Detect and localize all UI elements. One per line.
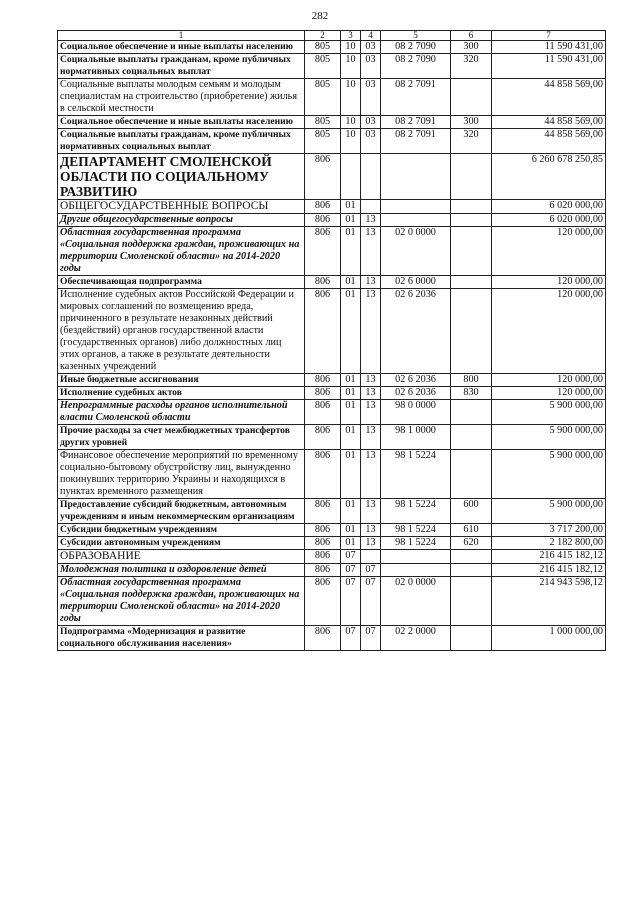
row-target-code: 02 6 2036 — [381, 387, 451, 400]
row-subsection-code: 13 — [361, 400, 381, 425]
row-ministry-code: 806 — [305, 537, 341, 550]
row-ministry-code: 806 — [305, 387, 341, 400]
row-amount: 44 858 569,00 — [492, 129, 606, 154]
row-expense-type: 610 — [451, 524, 492, 537]
table-row — [58, 129, 606, 154]
table-row — [58, 499, 606, 524]
row-expense-type — [451, 626, 492, 651]
row-expense-type — [451, 79, 492, 116]
row-subsection-code — [361, 550, 381, 564]
row-name: Исполнение судебных актов Российской Федерации и мировых соглашений по возмещению вреда, причиненного в результате незаконных действий (бездействий) органов государственной власти (государственных органов) либо должностных лиц этих органов, а также в результате деятельности казенных учреждений — [58, 289, 305, 374]
row-ministry-code: 805 — [305, 79, 341, 116]
table-row — [58, 577, 606, 626]
row-subsection-code: 13 — [361, 374, 381, 387]
row-ministry-code: 806 — [305, 200, 341, 214]
row-section-code: 01 — [341, 227, 361, 276]
row-section-code: 01 — [341, 214, 361, 227]
row-target-code: 02 6 2036 — [381, 289, 451, 374]
row-expense-type: 620 — [451, 537, 492, 550]
row-section-code: 01 — [341, 450, 361, 499]
budget-table — [57, 30, 606, 651]
row-ministry-code: 806 — [305, 276, 341, 289]
row-expense-type — [451, 425, 492, 450]
table-row — [58, 227, 606, 276]
row-section-code: 01 — [341, 537, 361, 550]
row-section-code: 10 — [341, 41, 361, 54]
table-row — [58, 154, 606, 200]
table-row — [58, 289, 606, 374]
row-name: Областная государственная программа «Социальная поддержка граждан, проживающих на территории Смоленской области» на 2014-2020 годы — [58, 227, 305, 276]
table-row — [58, 387, 606, 400]
row-subsection-code: 13 — [361, 499, 381, 524]
row-expense-type — [451, 227, 492, 276]
header-col-1: 1 — [58, 31, 305, 41]
row-expense-type — [451, 577, 492, 626]
row-amount: 11 590 431,00 — [492, 41, 606, 54]
row-amount: 5 900 000,00 — [492, 400, 606, 425]
row-expense-type — [451, 564, 492, 577]
row-ministry-code: 806 — [305, 154, 341, 200]
row-ministry-code: 806 — [305, 550, 341, 564]
header-col-6: 6 — [451, 31, 492, 41]
row-ministry-code: 806 — [305, 425, 341, 450]
row-amount: 120 000,00 — [492, 387, 606, 400]
row-section-code: 10 — [341, 54, 361, 79]
row-section-code: 01 — [341, 425, 361, 450]
row-name: ДЕПАРТАМЕНТ СМОЛЕНСКОЙ ОБЛАСТИ ПО СОЦИАЛЬНОМУ РАЗВИТИЮ — [58, 154, 305, 200]
row-ministry-code: 805 — [305, 41, 341, 54]
row-section-code: 01 — [341, 276, 361, 289]
row-expense-type: 600 — [451, 499, 492, 524]
row-name: Субсидии бюджетным учреждениям — [58, 524, 305, 537]
row-name: ОБРАЗОВАНИЕ — [58, 550, 305, 564]
row-section-code: 01 — [341, 524, 361, 537]
row-name: Подпрограмма «Модернизация и развитие социального обслуживания населения» — [58, 626, 305, 651]
table-row — [58, 537, 606, 550]
row-expense-type — [451, 450, 492, 499]
row-subsection-code: 03 — [361, 116, 381, 129]
row-expense-type — [451, 550, 492, 564]
table-row — [58, 41, 606, 54]
table-row — [58, 450, 606, 499]
row-name: Молодежная политика и оздоровление детей — [58, 564, 305, 577]
row-amount: 5 900 000,00 — [492, 499, 606, 524]
row-name: Субсидии автономным учреждениям — [58, 537, 305, 550]
table-row — [58, 200, 606, 214]
row-target-code — [381, 154, 451, 200]
table-row — [58, 400, 606, 425]
row-ministry-code: 805 — [305, 116, 341, 129]
row-section-code: 01 — [341, 400, 361, 425]
row-target-code: 98 1 5224 — [381, 537, 451, 550]
row-name: Социальные выплаты гражданам, кроме публичных нормативных социальных выплат — [58, 54, 305, 79]
row-expense-type: 800 — [451, 374, 492, 387]
table-header-row — [58, 31, 606, 41]
table-row — [58, 54, 606, 79]
row-subsection-code: 13 — [361, 450, 381, 499]
row-amount: 5 900 000,00 — [492, 450, 606, 499]
table-row — [58, 79, 606, 116]
row-name: ОБЩЕГОСУДАРСТВЕННЫЕ ВОПРОСЫ — [58, 200, 305, 214]
row-ministry-code: 806 — [305, 524, 341, 537]
row-target-code: 02 6 0000 — [381, 276, 451, 289]
row-amount: 216 415 182,12 — [492, 564, 606, 577]
row-subsection-code: 07 — [361, 564, 381, 577]
row-subsection-code: 13 — [361, 537, 381, 550]
row-name: Социальные выплаты гражданам, кроме публичных нормативных социальных выплат — [58, 129, 305, 154]
row-name: Финансовое обеспечение мероприятий по временному социально-бытовому обустройству лиц, вынужденно покинувших территорию Украины и находящихся в пунктах временного размещения — [58, 450, 305, 499]
row-subsection-code: 13 — [361, 227, 381, 276]
row-section-code: 01 — [341, 374, 361, 387]
row-subsection-code: 13 — [361, 387, 381, 400]
row-name: Исполнение судебных актов — [58, 387, 305, 400]
row-subsection-code — [361, 200, 381, 214]
row-ministry-code: 806 — [305, 214, 341, 227]
row-amount: 6 260 678 250,85 — [492, 154, 606, 200]
row-section-code: 01 — [341, 200, 361, 214]
table-row — [58, 550, 606, 564]
row-expense-type: 320 — [451, 129, 492, 154]
row-section-code: 01 — [341, 387, 361, 400]
row-name: Обеспечивающая подпрограмма — [58, 276, 305, 289]
row-name: Областная государственная программа «Социальная поддержка граждан, проживающих на территории Смоленской области» на 2014-2020 годы — [58, 577, 305, 626]
row-ministry-code: 806 — [305, 289, 341, 374]
row-expense-type — [451, 289, 492, 374]
row-target-code: 08 2 7090 — [381, 41, 451, 54]
row-expense-type — [451, 214, 492, 227]
row-ministry-code: 805 — [305, 129, 341, 154]
row-target-code: 08 2 7091 — [381, 79, 451, 116]
table-row — [58, 626, 606, 651]
header-col-5: 5 — [381, 31, 451, 41]
row-name: Иные бюджетные ассигнования — [58, 374, 305, 387]
row-section-code: 10 — [341, 116, 361, 129]
row-subsection-code: 13 — [361, 276, 381, 289]
table-row — [58, 524, 606, 537]
header-col-3: 3 — [341, 31, 361, 41]
row-target-code: 08 2 7091 — [381, 129, 451, 154]
row-subsection-code: 03 — [361, 129, 381, 154]
row-section-code: 10 — [341, 129, 361, 154]
row-ministry-code: 806 — [305, 626, 341, 651]
table-row — [58, 374, 606, 387]
row-subsection-code: 03 — [361, 41, 381, 54]
row-ministry-code: 806 — [305, 227, 341, 276]
row-amount: 120 000,00 — [492, 227, 606, 276]
row-name: Социальное обеспечение и иные выплаты населению — [58, 41, 305, 54]
row-expense-type: 300 — [451, 41, 492, 54]
row-subsection-code: 03 — [361, 54, 381, 79]
row-ministry-code: 806 — [305, 450, 341, 499]
row-target-code: 08 2 7090 — [381, 54, 451, 79]
row-subsection-code: 13 — [361, 524, 381, 537]
row-name: Социальные выплаты молодым семьям и молодым специалистам на строительство (приобретение) жилья в сельской местности — [58, 79, 305, 116]
row-expense-type: 300 — [451, 116, 492, 129]
row-target-code: 98 1 5224 — [381, 499, 451, 524]
row-target-code: 08 2 7091 — [381, 116, 451, 129]
row-ministry-code: 805 — [305, 54, 341, 79]
row-expense-type: 830 — [451, 387, 492, 400]
table-row — [58, 116, 606, 129]
row-section-code: 01 — [341, 289, 361, 374]
header-col-2: 2 — [305, 31, 341, 41]
row-target-code: 02 0 0000 — [381, 227, 451, 276]
row-ministry-code: 806 — [305, 577, 341, 626]
row-section-code: 10 — [341, 79, 361, 116]
row-amount: 120 000,00 — [492, 289, 606, 374]
row-section-code: 07 — [341, 564, 361, 577]
row-subsection-code: 13 — [361, 425, 381, 450]
row-section-code — [341, 154, 361, 200]
row-amount: 214 943 598,12 — [492, 577, 606, 626]
row-target-code: 02 2 0000 — [381, 626, 451, 651]
row-amount: 120 000,00 — [492, 276, 606, 289]
header-col-7: 7 — [492, 31, 606, 41]
row-amount: 120 000,00 — [492, 374, 606, 387]
row-subsection-code: 03 — [361, 79, 381, 116]
table-row — [58, 214, 606, 227]
row-subsection-code: 07 — [361, 626, 381, 651]
row-target-code — [381, 550, 451, 564]
row-amount: 44 858 569,00 — [492, 116, 606, 129]
row-amount: 44 858 569,00 — [492, 79, 606, 116]
row-amount: 3 717 200,00 — [492, 524, 606, 537]
row-target-code — [381, 564, 451, 577]
row-name: Социальное обеспечение и иные выплаты населению — [58, 116, 305, 129]
row-target-code: 98 1 5224 — [381, 524, 451, 537]
row-amount: 2 182 800,00 — [492, 537, 606, 550]
row-amount: 6 020 000,00 — [492, 214, 606, 227]
page-number: 282 — [311, 10, 329, 22]
row-section-code: 07 — [341, 626, 361, 651]
row-section-code: 01 — [341, 499, 361, 524]
row-ministry-code: 806 — [305, 499, 341, 524]
row-amount: 5 900 000,00 — [492, 425, 606, 450]
table-row — [58, 425, 606, 450]
row-section-code: 07 — [341, 550, 361, 564]
row-name: Предоставление субсидий бюджетным, автономным учреждениям и иным некоммерческим организациям — [58, 499, 305, 524]
row-name: Непрограммные расходы органов исполнительной власти Смоленской области — [58, 400, 305, 425]
row-target-code — [381, 214, 451, 227]
row-section-code: 07 — [341, 577, 361, 626]
row-target-code — [381, 200, 451, 214]
table-row — [58, 564, 606, 577]
row-expense-type — [451, 400, 492, 425]
row-target-code: 02 0 0000 — [381, 577, 451, 626]
row-target-code: 98 0 0000 — [381, 400, 451, 425]
row-expense-type — [451, 200, 492, 214]
row-target-code: 98 1 5224 — [381, 450, 451, 499]
row-ministry-code: 806 — [305, 374, 341, 387]
table-row — [58, 276, 606, 289]
row-name: Прочие расходы за счет межбюджетных трансфертов других уровней — [58, 425, 305, 450]
row-ministry-code: 806 — [305, 400, 341, 425]
row-amount: 1 000 000,00 — [492, 626, 606, 651]
row-subsection-code: 07 — [361, 577, 381, 626]
row-expense-type: 320 — [451, 54, 492, 79]
row-expense-type — [451, 276, 492, 289]
row-expense-type — [451, 154, 492, 200]
header-col-4: 4 — [361, 31, 381, 41]
row-ministry-code: 806 — [305, 564, 341, 577]
row-name: Другие общегосударственные вопросы — [58, 214, 305, 227]
row-subsection-code: 13 — [361, 214, 381, 227]
row-subsection-code — [361, 154, 381, 200]
row-target-code: 98 1 0000 — [381, 425, 451, 450]
row-amount: 11 590 431,00 — [492, 54, 606, 79]
row-target-code: 02 6 2036 — [381, 374, 451, 387]
row-amount: 216 415 182,12 — [492, 550, 606, 564]
row-amount: 6 020 000,00 — [492, 200, 606, 214]
row-subsection-code: 13 — [361, 289, 381, 374]
